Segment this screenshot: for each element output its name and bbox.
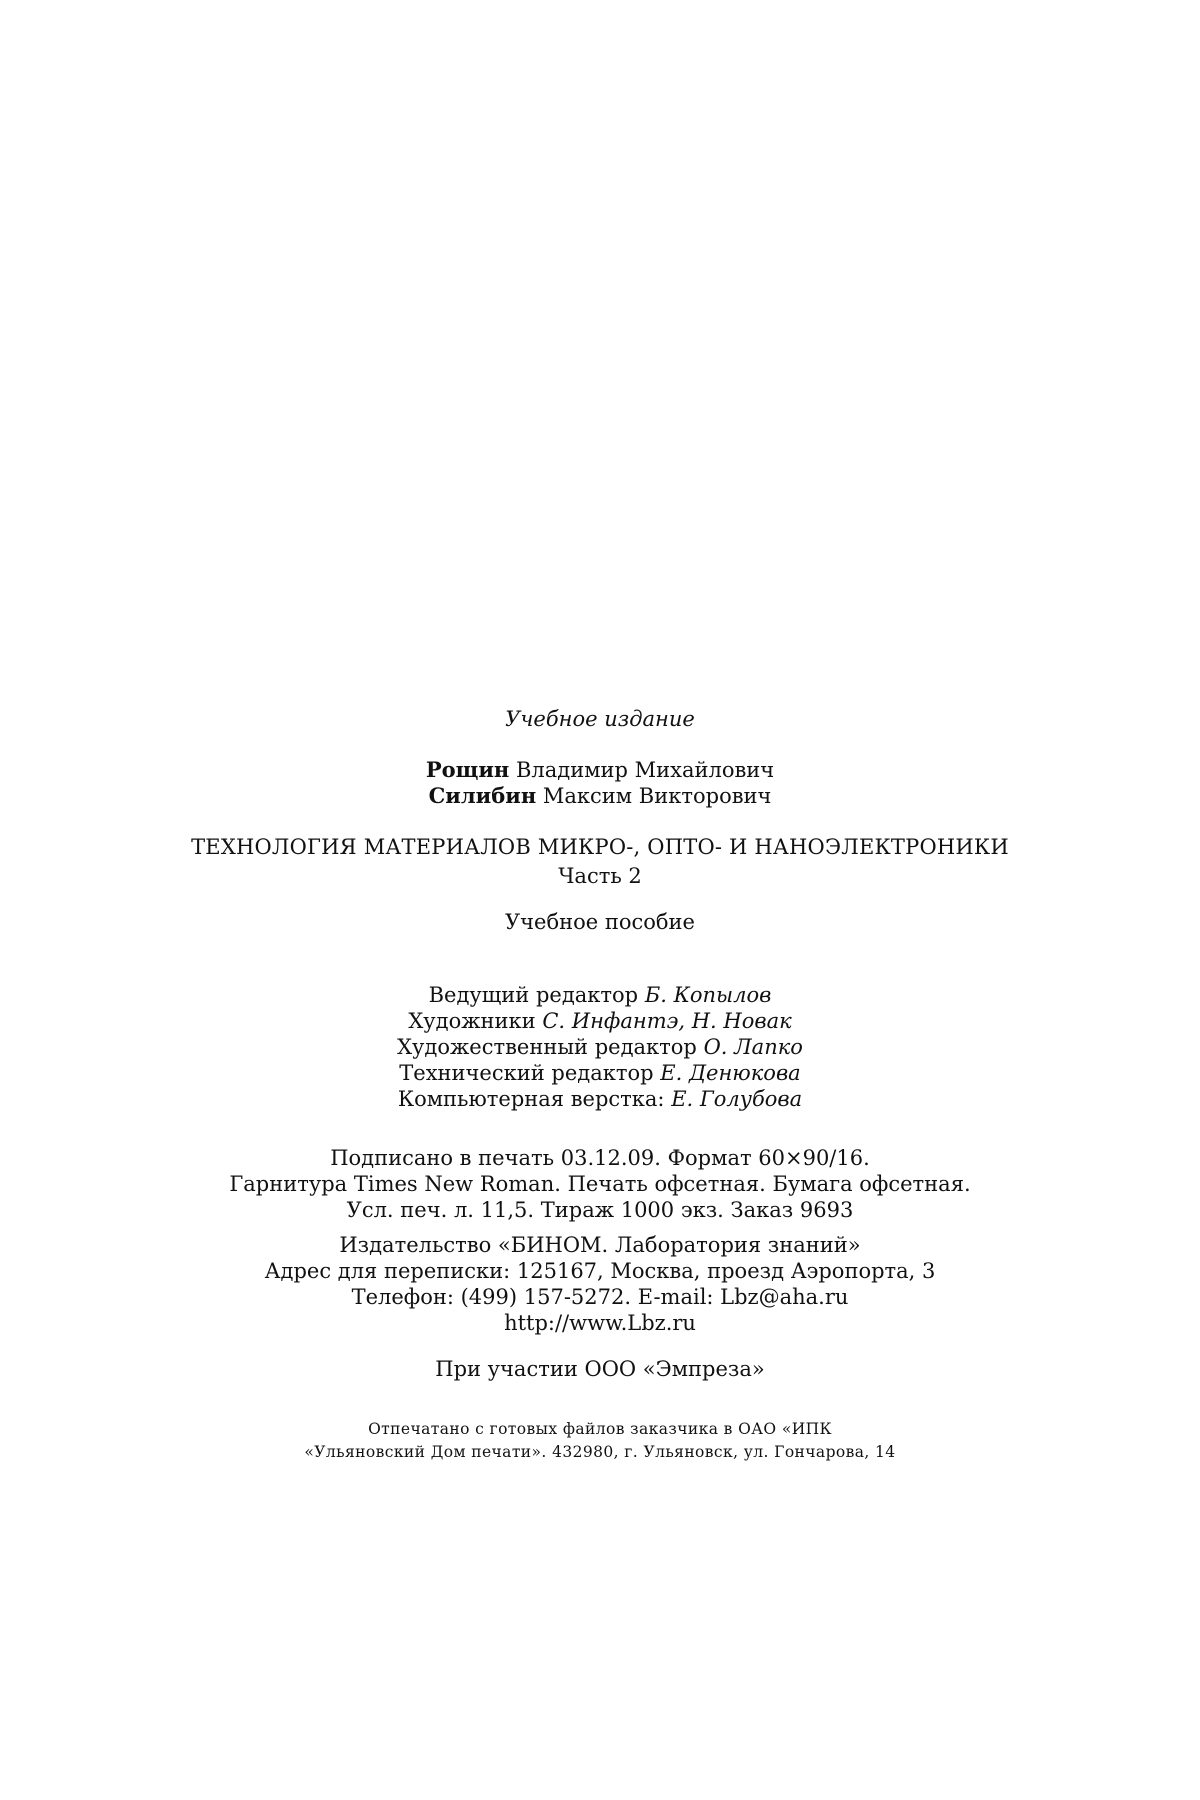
print-info-line: Усл. печ. л. 11,5. Тираж 1000 экз. Заказ 9693 [346, 1198, 854, 1222]
credit-art-editor [0, 1034, 1200, 1060]
participation [0, 1356, 1200, 1382]
author-2-given: Максим Викторович [542, 784, 772, 808]
credit-role: Технический редактор [399, 1061, 654, 1085]
authors [0, 757, 1200, 809]
credit-tech-editor [0, 1060, 1200, 1086]
book-title [0, 834, 1200, 860]
publisher-line: Адрес для переписки: 125167, Москва, проезд Аэропорта, 3 [264, 1259, 936, 1283]
printer-info [0, 1418, 1200, 1464]
credit-layout [0, 1086, 1200, 1112]
credit-name: Е. Голубова [671, 1087, 803, 1111]
credit-lead-editor [0, 982, 1200, 1008]
credit-role: Компьютерная верстка: [397, 1087, 665, 1111]
publisher-info [0, 1232, 1200, 1336]
book-part [0, 863, 1200, 889]
publisher-line: http://www.Lbz.ru [504, 1311, 696, 1335]
edition-type [0, 706, 1200, 732]
publisher-line: Издательство «БИНОМ. Лаборатория знаний» [339, 1233, 861, 1257]
book-genre-text: Учебное пособие [505, 910, 695, 934]
credit-role: Художественный редактор [397, 1035, 697, 1059]
credit-artists [0, 1008, 1200, 1034]
credit-role: Художники [408, 1009, 536, 1033]
book-genre [0, 909, 1200, 935]
credit-name: Б. Копылов [644, 983, 772, 1007]
print-info-line: Гарнитура Times New Roman. Печать офсетная. Бумага офсетная. [229, 1172, 971, 1196]
book-part-text: Часть 2 [558, 864, 642, 888]
participation-text: При участии ООО «Эмпреза» [435, 1357, 765, 1381]
print-info [0, 1145, 1200, 1223]
credits [0, 982, 1200, 1112]
author-1-given: Владимир Михайлович [515, 758, 775, 782]
credit-name: С. Инфантэ, Н. Новак [542, 1009, 792, 1033]
edition-type-text: Учебное издание [505, 707, 695, 731]
credit-role: Ведущий редактор [428, 983, 639, 1007]
publisher-line: Телефон: (499) 157-5272. E-mail: Lbz@aha.ru [351, 1285, 849, 1309]
credit-name: Е. Денюкова [660, 1061, 801, 1085]
author-1-surname: Рощин [425, 757, 510, 782]
credit-name: О. Лапко [703, 1035, 803, 1059]
print-info-line: Подписано в печать 03.12.09. Формат 60×90/16. [330, 1146, 870, 1170]
printer-line: «Ульяновский Дом печати». 432980, г. Ульяновск, ул. Гончарова, 14 [304, 1443, 896, 1461]
author-1 [0, 757, 1200, 783]
printer-line: Отпечатано с готовых файлов заказчика в ОАО «ИПК [368, 1420, 832, 1438]
author-2 [0, 783, 1200, 809]
author-2-surname: Силибин [428, 783, 537, 808]
book-title-text: ТЕХНОЛОГИЯ МАТЕРИАЛОВ МИКРО-, ОПТО- И НАНОЭЛЕКТРОНИКИ [191, 835, 1009, 859]
